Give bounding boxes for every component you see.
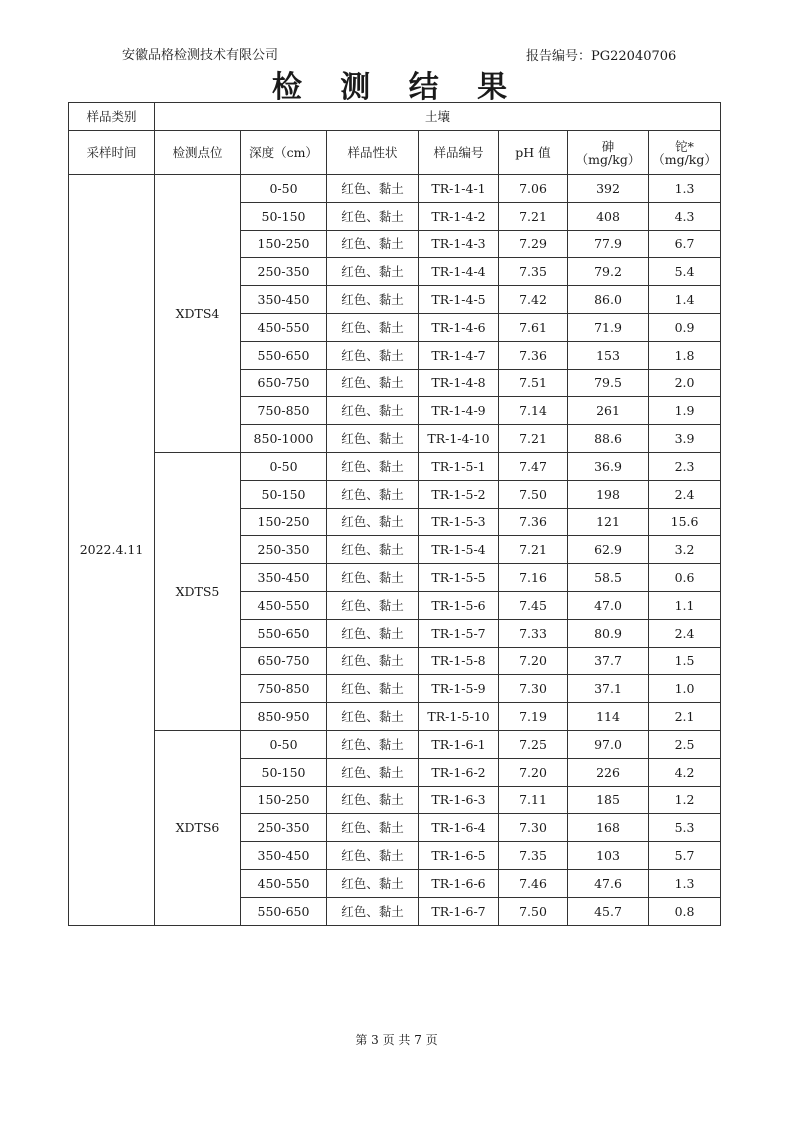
company-name: 安徽品格检测技术有限公司 <box>122 48 279 63</box>
col-header-thallium <box>649 131 721 175</box>
ph-cell: 7.36 <box>499 341 568 369</box>
depth-cell: 0-50 <box>241 175 327 203</box>
sample-id-cell: TR-1-6-1 <box>419 730 499 758</box>
ph-cell: 7.33 <box>499 619 568 647</box>
col-header-arsenic <box>568 131 649 175</box>
sample-id-cell: TR-1-4-2 <box>419 202 499 230</box>
sample-id-cell: TR-1-5-2 <box>419 480 499 508</box>
nature-cell: 红色、黏土 <box>327 286 419 314</box>
thallium-cell: 2.4 <box>649 619 721 647</box>
sample-id-cell: TR-1-6-2 <box>419 758 499 786</box>
arsenic-cell: 62.9 <box>568 536 649 564</box>
ph-cell: 7.50 <box>499 480 568 508</box>
arsenic-cell: 47.0 <box>568 591 649 619</box>
ph-cell: 7.35 <box>499 842 568 870</box>
sample-id-cell: TR-1-4-8 <box>419 369 499 397</box>
depth-cell: 150-250 <box>241 508 327 536</box>
thallium-cell: 1.9 <box>649 397 721 425</box>
ph-cell: 7.21 <box>499 202 568 230</box>
point-cell: XDTS4 <box>155 175 241 453</box>
nature-cell: 红色、黏土 <box>327 202 419 230</box>
depth-cell: 350-450 <box>241 842 327 870</box>
arsenic-cell: 86.0 <box>568 286 649 314</box>
sample-id-cell: TR-1-4-9 <box>419 397 499 425</box>
thallium-cell: 2.0 <box>649 369 721 397</box>
thallium-cell: 2.3 <box>649 452 721 480</box>
thallium-cell: 15.6 <box>649 508 721 536</box>
nature-cell: 红色、黏土 <box>327 313 419 341</box>
sample-id-cell: TR-1-5-9 <box>419 675 499 703</box>
depth-cell: 150-250 <box>241 230 327 258</box>
nature-cell: 红色、黏土 <box>327 619 419 647</box>
col-header-time: 采样时间 <box>69 131 155 175</box>
thallium-cell: 4.2 <box>649 758 721 786</box>
thallium-cell: 2.1 <box>649 703 721 731</box>
arsenic-cell: 79.2 <box>568 258 649 286</box>
ph-cell: 7.45 <box>499 591 568 619</box>
ph-cell: 7.42 <box>499 286 568 314</box>
ph-cell: 7.20 <box>499 647 568 675</box>
depth-cell: 250-350 <box>241 814 327 842</box>
nature-cell: 红色、黏土 <box>327 591 419 619</box>
ph-cell: 7.06 <box>499 175 568 203</box>
thallium-cell: 5.7 <box>649 842 721 870</box>
depth-cell: 450-550 <box>241 869 327 897</box>
arsenic-cell: 79.5 <box>568 369 649 397</box>
depth-cell: 50-150 <box>241 202 327 230</box>
column-header-row <box>69 131 721 175</box>
point-cell: XDTS6 <box>155 730 241 925</box>
sample-id-cell: TR-1-4-5 <box>419 286 499 314</box>
arsenic-cell: 37.7 <box>568 647 649 675</box>
nature-cell: 红色、黏土 <box>327 480 419 508</box>
arsenic-cell: 45.7 <box>568 897 649 925</box>
results-table <box>68 102 721 926</box>
depth-cell: 450-550 <box>241 591 327 619</box>
page-title: 检 测 结 果 <box>271 70 522 105</box>
nature-cell: 红色、黏土 <box>327 869 419 897</box>
thallium-cell: 2.4 <box>649 480 721 508</box>
thallium-cell: 1.1 <box>649 591 721 619</box>
table-row <box>69 730 721 758</box>
arsenic-cell: 36.9 <box>568 452 649 480</box>
sample-id-cell: TR-1-6-6 <box>419 869 499 897</box>
thallium-unit: （mg/kg） <box>652 151 717 167</box>
nature-cell: 红色、黏土 <box>327 842 419 870</box>
nature-cell: 红色、黏土 <box>327 647 419 675</box>
arsenic-cell: 47.6 <box>568 869 649 897</box>
nature-cell: 红色、黏土 <box>327 675 419 703</box>
ph-cell: 7.36 <box>499 508 568 536</box>
thallium-cell: 3.9 <box>649 425 721 453</box>
depth-cell: 350-450 <box>241 564 327 592</box>
sample-id-cell: TR-1-5-6 <box>419 591 499 619</box>
thallium-cell: 0.6 <box>649 564 721 592</box>
arsenic-cell: 261 <box>568 397 649 425</box>
depth-cell: 550-650 <box>241 619 327 647</box>
sample-id-cell: TR-1-6-7 <box>419 897 499 925</box>
ph-cell: 7.47 <box>499 452 568 480</box>
nature-cell: 红色、黏土 <box>327 258 419 286</box>
arsenic-cell: 37.1 <box>568 675 649 703</box>
nature-cell: 红色、黏土 <box>327 175 419 203</box>
arsenic-cell: 392 <box>568 175 649 203</box>
depth-cell: 650-750 <box>241 369 327 397</box>
depth-cell: 750-850 <box>241 397 327 425</box>
nature-cell: 红色、黏土 <box>327 508 419 536</box>
ph-cell: 7.61 <box>499 313 568 341</box>
sample-id-cell: TR-1-6-4 <box>419 814 499 842</box>
sample-id-cell: TR-1-4-7 <box>419 341 499 369</box>
table-row <box>69 452 721 480</box>
thallium-cell: 1.3 <box>649 175 721 203</box>
thallium-cell: 1.8 <box>649 341 721 369</box>
ph-cell: 7.30 <box>499 675 568 703</box>
nature-cell: 红色、黏土 <box>327 703 419 731</box>
arsenic-cell: 58.5 <box>568 564 649 592</box>
point-cell: XDTS5 <box>155 452 241 730</box>
depth-cell: 850-950 <box>241 703 327 731</box>
ph-cell: 7.35 <box>499 258 568 286</box>
nature-cell: 红色、黏土 <box>327 230 419 258</box>
col-header-nature: 样品性状 <box>327 131 419 175</box>
depth-cell: 650-750 <box>241 647 327 675</box>
arsenic-unit: （mg/kg） <box>575 151 641 167</box>
nature-cell: 红色、黏土 <box>327 897 419 925</box>
ph-cell: 7.46 <box>499 869 568 897</box>
depth-cell: 50-150 <box>241 758 327 786</box>
sample-id-cell: TR-1-5-8 <box>419 647 499 675</box>
depth-cell: 150-250 <box>241 786 327 814</box>
page-footer: 第 3 页 共 7 页 <box>355 1033 438 1047</box>
depth-cell: 450-550 <box>241 313 327 341</box>
arsenic-cell: 88.6 <box>568 425 649 453</box>
thallium-cell: 1.4 <box>649 286 721 314</box>
depth-cell: 0-50 <box>241 730 327 758</box>
nature-cell: 红色、黏土 <box>327 564 419 592</box>
ph-cell: 7.20 <box>499 758 568 786</box>
col-header-depth: 深度（cm） <box>241 131 327 175</box>
depth-cell: 550-650 <box>241 897 327 925</box>
nature-cell: 红色、黏土 <box>327 452 419 480</box>
sample-id-cell: TR-1-4-4 <box>419 258 499 286</box>
nature-cell: 红色、黏土 <box>327 536 419 564</box>
col-header-id: 样品编号 <box>419 131 499 175</box>
ph-cell: 7.14 <box>499 397 568 425</box>
sample-id-cell: TR-1-5-10 <box>419 703 499 731</box>
arsenic-cell: 408 <box>568 202 649 230</box>
nature-cell: 红色、黏土 <box>327 814 419 842</box>
arsenic-cell: 103 <box>568 842 649 870</box>
nature-cell: 红色、黏土 <box>327 730 419 758</box>
arsenic-cell: 71.9 <box>568 313 649 341</box>
arsenic-cell: 185 <box>568 786 649 814</box>
thallium-cell: 1.5 <box>649 647 721 675</box>
sample-id-cell: TR-1-5-1 <box>419 452 499 480</box>
sample-id-cell: TR-1-5-7 <box>419 619 499 647</box>
table-row <box>69 175 721 203</box>
nature-cell: 红色、黏土 <box>327 369 419 397</box>
sampling-date-cell: 2022.4.11 <box>69 175 155 926</box>
depth-cell: 50-150 <box>241 480 327 508</box>
depth-cell: 250-350 <box>241 258 327 286</box>
thallium-cell: 3.2 <box>649 536 721 564</box>
thallium-cell: 5.4 <box>649 258 721 286</box>
sample-id-cell: TR-1-6-5 <box>419 842 499 870</box>
sample-id-cell: TR-1-4-3 <box>419 230 499 258</box>
sample-id-cell: TR-1-6-3 <box>419 786 499 814</box>
depth-cell: 0-50 <box>241 452 327 480</box>
thallium-cell: 1.0 <box>649 675 721 703</box>
ph-cell: 7.51 <box>499 369 568 397</box>
arsenic-cell: 226 <box>568 758 649 786</box>
arsenic-cell: 114 <box>568 703 649 731</box>
ph-cell: 7.21 <box>499 425 568 453</box>
ph-cell: 7.30 <box>499 814 568 842</box>
thallium-cell: 0.8 <box>649 897 721 925</box>
thallium-cell: 6.7 <box>649 230 721 258</box>
ph-cell: 7.16 <box>499 564 568 592</box>
nature-cell: 红色、黏土 <box>327 786 419 814</box>
ph-cell: 7.50 <box>499 897 568 925</box>
arsenic-cell: 80.9 <box>568 619 649 647</box>
arsenic-cell: 77.9 <box>568 230 649 258</box>
sample-type-value: 土壤 <box>155 103 721 131</box>
sample-type-label: 样品类别 <box>69 103 155 131</box>
col-header-ph: pH 值 <box>499 131 568 175</box>
sample-id-cell: TR-1-4-10 <box>419 425 499 453</box>
arsenic-cell: 97.0 <box>568 730 649 758</box>
nature-cell: 红色、黏土 <box>327 341 419 369</box>
ph-cell: 7.19 <box>499 703 568 731</box>
sample-id-cell: TR-1-4-1 <box>419 175 499 203</box>
ph-cell: 7.25 <box>499 730 568 758</box>
sample-type-row <box>69 103 721 131</box>
report-number: 报告编号：PG22040706 <box>526 49 677 64</box>
sample-id-cell: TR-1-5-3 <box>419 508 499 536</box>
thallium-cell: 4.3 <box>649 202 721 230</box>
depth-cell: 350-450 <box>241 286 327 314</box>
nature-cell: 红色、黏土 <box>327 425 419 453</box>
thallium-cell: 5.3 <box>649 814 721 842</box>
thallium-cell: 0.9 <box>649 313 721 341</box>
depth-cell: 850-1000 <box>241 425 327 453</box>
nature-cell: 红色、黏土 <box>327 758 419 786</box>
ph-cell: 7.11 <box>499 786 568 814</box>
nature-cell: 红色、黏土 <box>327 397 419 425</box>
sample-id-cell: TR-1-5-4 <box>419 536 499 564</box>
sample-id-cell: TR-1-4-6 <box>419 313 499 341</box>
ph-cell: 7.29 <box>499 230 568 258</box>
ph-cell: 7.21 <box>499 536 568 564</box>
arsenic-cell: 121 <box>568 508 649 536</box>
depth-cell: 550-650 <box>241 341 327 369</box>
sample-id-cell: TR-1-5-5 <box>419 564 499 592</box>
arsenic-cell: 168 <box>568 814 649 842</box>
thallium-cell: 1.3 <box>649 869 721 897</box>
thallium-cell: 1.2 <box>649 786 721 814</box>
arsenic-cell: 198 <box>568 480 649 508</box>
depth-cell: 750-850 <box>241 675 327 703</box>
arsenic-label: 砷 <box>601 138 615 154</box>
thallium-cell: 2.5 <box>649 730 721 758</box>
arsenic-cell: 153 <box>568 341 649 369</box>
thallium-label: 铊* <box>675 138 694 154</box>
depth-cell: 250-350 <box>241 536 327 564</box>
col-header-point: 检测点位 <box>155 131 241 175</box>
